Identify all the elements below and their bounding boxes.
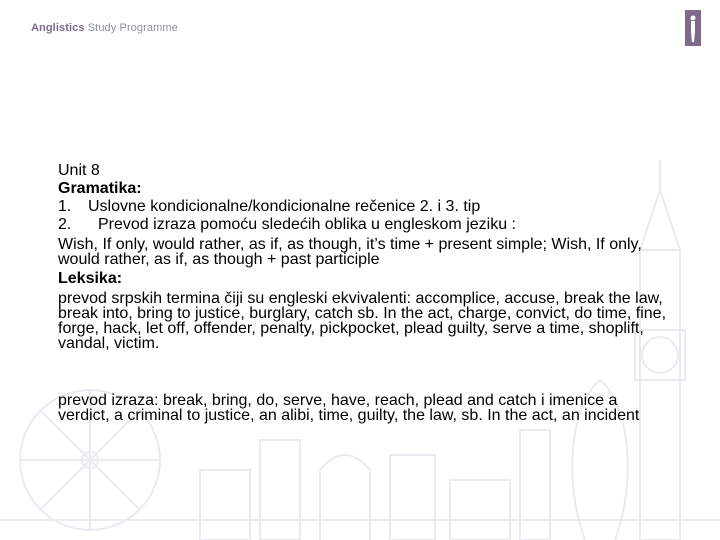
lexis-terms: prevod srpskih termina čiji su engleski ekvivalenti: accomplice, accuse, break the law, break into, bring to justice, burglary, catch sb. In the act, charge, convict, do time, fine, forge, hack, let off, offender, penalty, pickpocket, plead guilty, serve a time, shoplift, vandal, victim. xyxy=(58,290,667,352)
header-subtitle: Study Programme xyxy=(84,22,178,34)
phrases-paragraph: prevod izraza: break, bring, do, serve, have, reach, plead and catch i imenice a verdict, a criminal to justice, an alibi, time, guilty, the law, sb. In the act, an incident xyxy=(58,392,640,424)
grammar-heading: Gramatika: xyxy=(58,180,142,197)
item-number: 2. xyxy=(58,216,72,233)
grammar-item xyxy=(58,216,668,234)
slide-content xyxy=(58,162,668,423)
figure-icon xyxy=(685,10,701,46)
grammar-forms: Wish, If only, would rather, as if, as though, it’s time + present simple; Wish, If only, would rather, as if, as though + past participle xyxy=(58,236,642,268)
brand-name: Anglistics xyxy=(31,22,85,34)
item-text: Prevod izraza pomoću sledećih oblika u engleskom jeziku : xyxy=(98,216,516,233)
item-text: Uslovne kondicionalne/kondicionalne rečenice 2. i 3. tip xyxy=(88,198,481,215)
logo-icon xyxy=(685,10,701,46)
grammar-item xyxy=(58,198,668,216)
unit-title: Unit 8 xyxy=(58,162,100,179)
lexis-heading: Leksika: xyxy=(58,270,123,287)
spacer xyxy=(58,351,668,393)
programme-header xyxy=(31,22,178,34)
item-number: 1. xyxy=(58,198,72,215)
